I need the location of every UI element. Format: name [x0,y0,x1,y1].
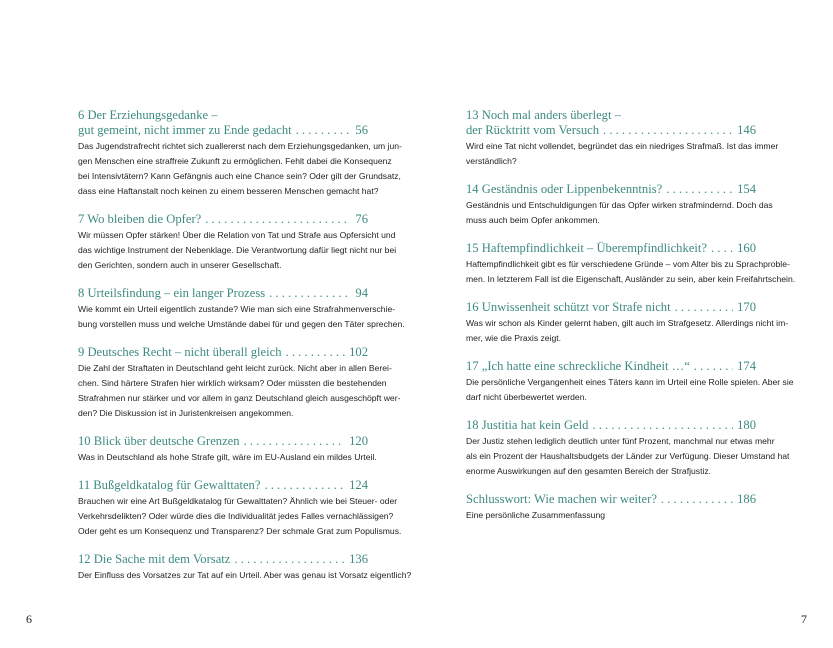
toc-entry [466,359,794,405]
toc-entry-page: 160 [737,241,756,255]
toc-entry-title: 12 Die Sache mit dem Vorsatz [78,552,231,566]
toc-entry-heading[interactable] [78,345,368,360]
description-line: Geständnis und Entschuldigungen für das Opfer wirken strafmindernd. Doch das [466,200,773,210]
toc-entry [466,418,790,479]
page-number-right: 7 [801,612,807,626]
toc-entry-heading[interactable] [78,434,368,449]
description-line: chen. Sind härtere Strafen hier wirklich wirksam? Oder müssten die bestehenden [78,378,387,388]
description-line: als ein Prozent der Haushaltsbudgets der Länder zur Verfügung. Dieser Umstand hat [466,451,790,461]
toc-entry-description [466,316,789,346]
toc-entry-heading[interactable] [466,300,756,315]
leader-dots [707,241,733,256]
description-line: Was wir schon als Kinder gelernt haben, gilt auch im Strafgesetz. Allerdings nicht im- [466,318,789,328]
description-line: Der Justiz stehen lediglich deutlich unter fünf Prozent, manchmal nur etwas mehr [466,436,775,446]
toc-entry-title: 11 Bußgeldkatalog für Gewalttaten? [78,478,261,492]
toc-entry-title: 16 Unwissenheit schützt vor Strafe nicht [466,300,671,314]
description-line: darf nicht überbewertet werden. [466,392,587,402]
toc-entry-description [78,139,402,199]
leader-dots [588,418,733,433]
toc-entry-heading[interactable] [466,359,756,374]
toc-entry-title: 10 Blick über deutsche Grenzen [78,434,240,448]
toc-entry-title: 15 Haftempfindlichkeit – Überempfindlichkeit? [466,241,707,255]
toc-entry [466,108,779,169]
toc-entry-page: 186 [737,492,756,506]
leader-dots [260,478,345,493]
toc-entry-heading[interactable] [78,212,368,227]
description-line: Eine persönliche Zusammenfassung [466,510,606,520]
toc-entry [78,212,397,273]
toc-entry-page: 124 [349,478,368,492]
toc-entry-heading[interactable] [78,123,368,138]
toc-entry [78,434,377,465]
toc-entry-heading[interactable] [78,478,368,493]
description-line: Strafrahmen nur stärker und vor allem in ganz Deutschland gleich ausgeschöpft wer- [78,393,401,403]
leader-dots [240,434,346,449]
toc-entry [466,241,796,287]
description-line: Die persönliche Vergangenheit eines Täters kann im Urteil eine Rolle spielen. Aber sie [466,377,794,387]
toc-entry-description [78,228,397,273]
toc-entry-page: 120 [349,434,368,448]
toc-entry [466,300,789,346]
toc-entry-description [78,450,377,465]
leader-dots [292,123,352,138]
description-line: das wichtige Instrument der Nebenklage. Die Verantwortung dafür liegt nicht nur bei [78,245,397,255]
toc-entry-page: 94 [355,286,368,300]
leader-dots [671,300,734,315]
description-line: dass eine Haftanstalt noch keinen zu einem besseren Menschen gemacht hat? [78,186,379,196]
toc-entry-description [466,508,756,523]
description-line: men. In letzterem Fall ist die Eigenschaft, Ausländer zu sein, aber kein Freifahrtschein. [466,274,796,284]
toc-entry-title-line1: 6 Der Erziehungsgedanke – [78,108,218,122]
leader-dots [265,286,351,301]
toc-entry-description [466,375,794,405]
toc-right-column [466,108,796,536]
description-line: Haftempfindlichkeit gibt es für verschiedene Gründe – vom Alter bis zu Sprachproble- [466,259,790,269]
toc-entry-title: 7 Wo bleiben die Opfer? [78,212,202,226]
leader-dots [599,123,733,138]
toc-entry-description [466,198,773,228]
toc-entry-heading[interactable] [466,241,756,256]
toc-entry-description [78,361,401,421]
toc-entry [466,182,773,228]
toc-entry [466,492,756,523]
page-number-left: 6 [26,612,32,626]
toc-entry-page: 76 [355,212,368,226]
description-line: enorme Auswirkungen auf den gesamten Bereich der Strafjustiz. [466,466,712,476]
description-line: Wird eine Tat nicht vollendet, begründet das ein niedriges Strafmaß. Ist das immer [466,141,779,151]
toc-entry-page: 154 [737,182,756,196]
toc-entry-heading[interactable] [466,123,756,138]
description-line: Wie kommt ein Urteil eigentlich zustande? Wie man sich eine Strafrahmenverschie- [78,304,396,314]
toc-entry-heading[interactable] [466,182,756,197]
description-line: Brauchen wir eine Art Bußgeldkatalog für Gewalttaten? Ähnlich wie bei Steuer- oder [78,496,398,506]
description-line: muss auch beim Opfer ankommen. [466,215,600,225]
toc-entry-title: 18 Justitia hat kein Geld [466,418,589,432]
toc-entry-heading[interactable] [466,418,756,433]
toc-entry [78,286,405,332]
toc-entry [78,108,402,199]
description-line: Was in Deutschland als hohe Strafe gilt, wäre im EU-Ausland ein mildes Urteil. [78,452,377,462]
toc-entry-description [466,434,790,479]
toc-entry-title: 8 Urteilsfindung – ein langer Prozess [78,286,266,300]
toc-entry-description [466,257,796,287]
toc-left-column [78,108,412,596]
toc-entry-title: 17 „Ich hatte eine schreckliche Kindheit …“ [466,359,690,373]
description-line: Verkehrsdelikten? Oder würde dies die Individualität jedes Falles vernachlässigen? [78,511,394,521]
toc-entry-description [78,302,405,332]
toc-entry-title: der Rücktritt vom Versuch [466,123,600,137]
toc-entry-description [466,139,779,169]
description-line: bei Intensivtätern? Kann Gefängnis auch eine Chance sein? Oder gilt der Grundsatz, [78,171,401,181]
description-line: Oder geht es um Konsequenz und Transparenz? Der schmale Grat zum Populismus. [78,526,402,536]
toc-entry-heading[interactable] [78,286,368,301]
toc-entry-page: 174 [737,359,756,373]
leader-dots [201,212,351,227]
toc-entry-description [78,568,412,583]
toc-entry-page: 56 [355,123,368,137]
toc-entry-heading[interactable] [78,552,368,567]
description-line: gen Menschen eine straffreie Zukunft zu ermöglichen. Fehlt dabei die Konsequenz [78,156,392,166]
toc-entry-title: Schlusswort: Wie machen wir weiter? [466,492,657,506]
toc-entry-page: 102 [349,345,368,359]
toc-entry [78,552,412,583]
toc-entry-heading[interactable] [466,492,756,507]
toc-entry-title: 9 Deutsches Recht – nicht überall gleich [78,345,282,359]
leader-dots [690,359,733,374]
description-line: den Gerichten, sondern auch in unserer Gesellschaft. [78,260,282,270]
toc-entry-page: 136 [349,552,368,566]
toc-entry-title-line1: 13 Noch mal anders überlegt – [466,108,621,122]
description-line: verständlich? [466,156,517,166]
toc-entry-title: 14 Geständnis oder Lippenbekenntnis? [466,182,663,196]
toc-entry-page: 146 [737,123,756,137]
description-line: Der Einfluss des Vorsatzes zur Tat auf ein Urteil. Aber was genau ist Vorsatz eigentlich? [78,570,412,580]
toc-entry-page: 180 [737,418,756,432]
toc-entry [78,478,402,539]
leader-dots [662,182,733,197]
description-line: den? Die Diskussion ist in Juristenkreisen angekommen. [78,408,294,418]
description-line: Wir müssen Opfer stärken! Über die Relation von Tat und Strafe aus Opfersicht und [78,230,396,240]
description-line: bung vorstellen muss und welche Umstände dabei für und gegen den Täter sprechen. [78,319,405,329]
leader-dots [230,552,345,567]
toc-entry [78,345,401,421]
leader-dots [657,492,733,507]
description-line: mer, wie die Praxis zeigt. [466,333,562,343]
description-line: Das Jugendstrafrecht richtet sich zuallererst nach dem Erziehungsgedanken, um jun- [78,141,402,151]
description-line: Die Zahl der Straftaten in Deutschland geht leicht zurück. Nicht aber in allen Berei- [78,363,392,373]
leader-dots [282,345,346,360]
toc-entry-description [78,494,402,539]
toc-entry-page: 170 [737,300,756,314]
toc-entry-title: gut gemeint, nicht immer zu Ende gedacht [78,123,292,137]
